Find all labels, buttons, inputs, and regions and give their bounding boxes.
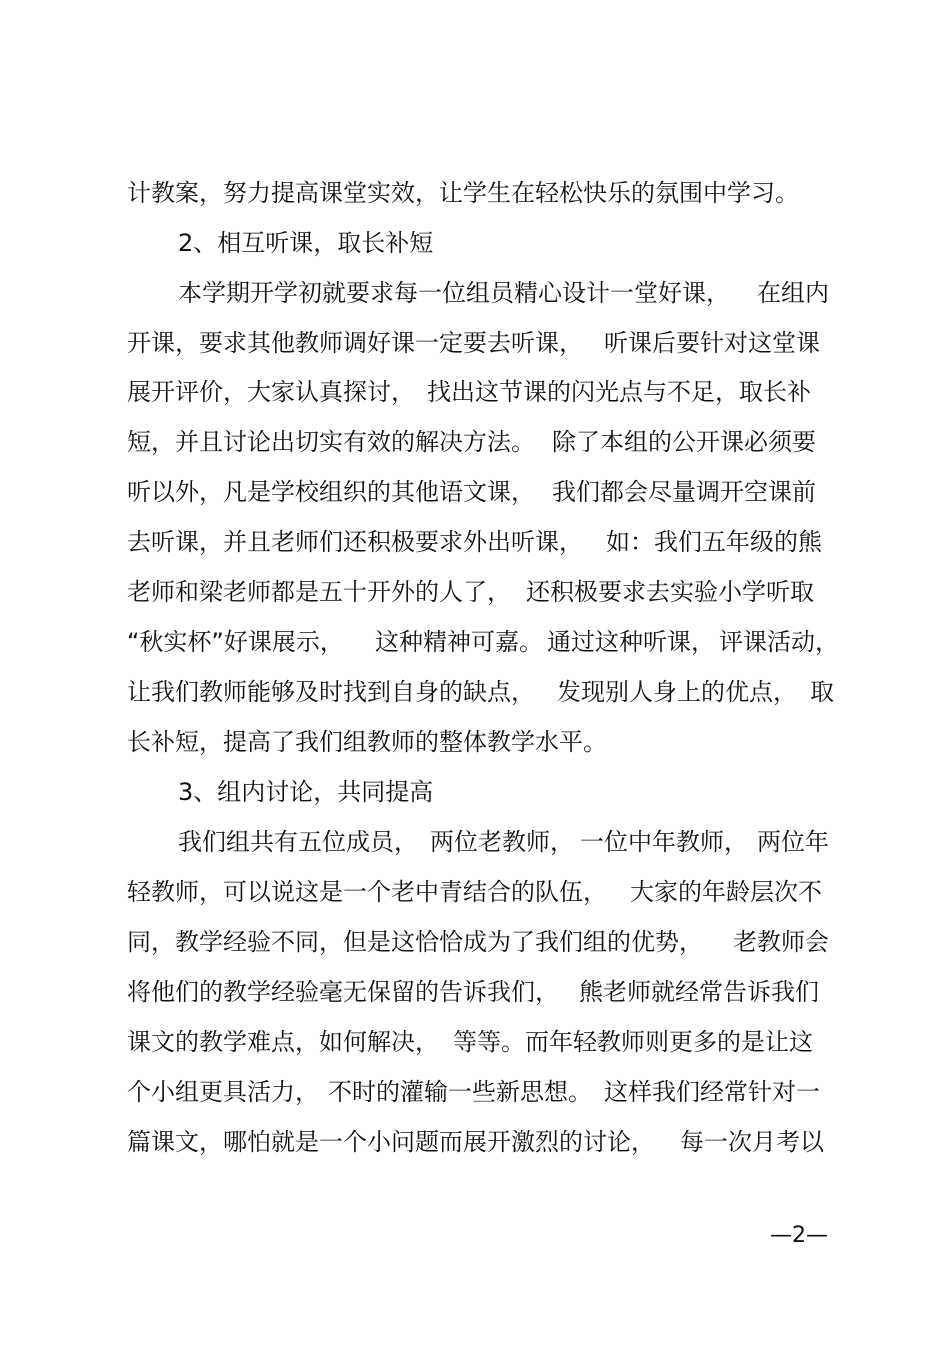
text-segment: 找出这节课的闪光点与不足，取长补: [427, 378, 811, 406]
text-segment: 还积极要求去实验小学听取: [526, 578, 814, 606]
text-segment: 不时的灌输一些新思想。: [328, 1078, 592, 1106]
text-segment: 篇课文，哪怕就是一个小问题而展开激烈的讨论，: [127, 1128, 655, 1156]
text-segment: 除了本组的公开课必须要: [552, 428, 816, 456]
text-line: [0, 522, 950, 562]
text-segment: 听课后要针对这堂课: [604, 329, 820, 357]
text-segment: 通过这种听课，: [547, 628, 715, 656]
text-line: [0, 173, 950, 213]
text-segment: 两位年: [757, 828, 829, 856]
text-segment: 个小组更具活力，: [127, 1078, 319, 1106]
text-segment: 轻教师，可以说这是一个老中青结合的队伍，: [127, 878, 607, 906]
text-segment: 听以外，凡是学校组织的其他语文课，: [127, 478, 535, 506]
text-segment: 同，教学经验不同，但是这恰恰成为了我们组的优势，: [127, 928, 703, 956]
text-segment: 开课，要求其他教师调好课一定要去听课，: [127, 329, 583, 357]
text-line: [0, 722, 950, 762]
text-segment: 长补短，提高了我们组教师的整体教学水平。: [127, 728, 607, 756]
text-segment: 展开评价，大家认真探讨，: [127, 378, 415, 406]
section-heading: [0, 772, 950, 812]
page-number: —2—: [770, 1223, 828, 1248]
text-segment: 大家的年龄层次不: [630, 878, 822, 906]
text-line: [0, 472, 950, 512]
text-line: [0, 1072, 950, 1112]
text-segment: 一位中年教师，: [580, 828, 748, 856]
text-line: [0, 1122, 950, 1162]
text-line: [0, 372, 950, 412]
text-segment: 老教师会: [733, 928, 829, 956]
text-segment: 计教案，努力提高课堂实效，让学生在轻松快乐的氛围中学习。: [127, 179, 799, 207]
text-line: [0, 273, 950, 313]
text-line: [0, 1022, 950, 1062]
text-segment: 去听课，并且老师们还积极要求外出听课，: [127, 528, 583, 556]
text-line: [0, 922, 950, 962]
text-segment: 我们组共有五位成员，: [178, 828, 418, 856]
text-segment: 让我们教师能够及时找到自身的缺点，: [127, 678, 535, 706]
text-line: [0, 622, 950, 662]
text-segment: 3、组内讨论，共同提高: [178, 778, 434, 806]
text-segment: “秋实杯”好课展示，: [127, 628, 344, 656]
text-segment: 将他们的教学经验毫无保留的告诉我们，: [127, 978, 559, 1006]
text-segment: 两位老教师，: [430, 828, 574, 856]
text-segment: 等等。而年轻教师则更多的是让这: [453, 1028, 813, 1056]
text-line: [0, 972, 950, 1012]
text-segment: 这种精神可嘉。: [375, 628, 543, 656]
text-line: [0, 422, 950, 462]
text-segment: 这样我们经常针对一: [604, 1078, 820, 1106]
text-segment: 老师和梁老师都是五十开外的人了，: [127, 578, 511, 606]
text-segment: 课文的教学难点，如何解决，: [127, 1028, 439, 1056]
text-segment: 评课活动，: [719, 628, 839, 656]
text-line: [0, 323, 950, 363]
text-segment: 取: [810, 678, 834, 706]
text-segment: 在组内: [757, 279, 829, 307]
text-line: [0, 872, 950, 912]
text-segment: 短，并且讨论出切实有效的解决方法。: [127, 428, 535, 456]
section-heading: [0, 223, 950, 263]
text-segment: 如：我们五年级的熊: [606, 528, 822, 556]
text-segment: 2、相互听课，取长补短: [178, 229, 434, 257]
text-segment: 发现别人身上的优点，: [557, 678, 797, 706]
text-line: [0, 672, 950, 712]
text-line: [0, 822, 950, 862]
text-line: [0, 572, 950, 612]
text-segment: 我们都会尽量调开空课前: [552, 478, 816, 506]
text-segment: 本学期开学初就要求每一位组员精心设计一堂好课，: [178, 279, 730, 307]
text-segment: 每一次月考以: [680, 1128, 824, 1156]
text-segment: 熊老师就经常告诉我们: [579, 978, 819, 1006]
